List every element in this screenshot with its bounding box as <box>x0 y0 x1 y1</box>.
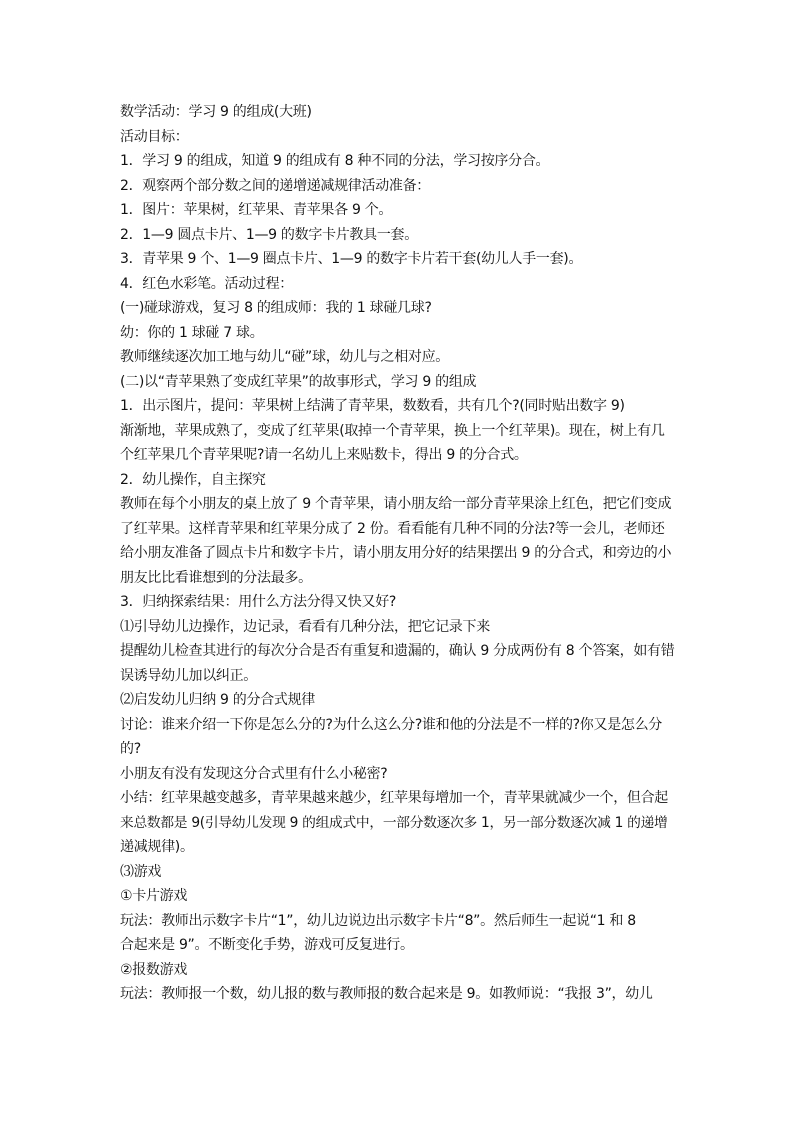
text-line: 的? <box>120 741 141 757</box>
text-line: 2．1—9 圆点卡片、1—9 的数字卡片教具一套。 <box>120 226 418 243</box>
text-line: 数学活动：学习 9 的组成(大班) <box>120 104 312 120</box>
text-line: 2．观察两个部分数之间的递增递减规律活动准备： <box>120 177 431 194</box>
text-line: 2．幼儿操作，自主探究 <box>120 471 266 488</box>
text-line: 教师在每个小朋友的桌上放了 9 个青苹果，请小朋友给一部分青苹果涂上红色，把它们变成 <box>120 496 672 512</box>
text-line: 1．出示图片，提问：苹果树上结满了青苹果，数数看，共有几个?(同时贴出数字 9) <box>120 398 625 414</box>
text-line: 递减规律)。 <box>120 839 194 855</box>
text-line: 了红苹果。这样青苹果和红苹果分成了 2 份。看看能有几种不同的分法?等一会儿，老师还 <box>120 520 665 537</box>
text-line: 3．青苹果 9 个、1—9 圈点卡片、1—9 的数字卡片若干套(幼儿人手一套)。 <box>120 251 583 267</box>
text-line: 给小朋友准备了圆点卡片和数字卡片，请小朋友用分好的结果摆出 9 的分合式，和旁边的小 <box>120 545 672 561</box>
text-line: 1．学习 9 的组成，知道 9 的组成有 8 种不同的分法，学习按序分合。 <box>120 153 550 169</box>
text-line: 讨论：谁来介绍一下你是怎么分的?为什么这么分?谁和他的分法是不一样的?你又是怎么分 <box>120 716 662 733</box>
text-line: 1．图片：苹果树，红苹果、青苹果各 9 个。 <box>120 202 393 218</box>
text-line: 个红苹果几个青苹果呢?请一名幼儿上来贴数卡，得出 9 的分合式。 <box>120 447 528 463</box>
text-line: ②报数游戏 <box>120 961 188 978</box>
text-line: ⑴引导幼儿边操作，边记录，看看有几种分法，把它记录下来 <box>120 618 490 635</box>
text-line: 渐渐地，苹果成熟了，变成了红苹果(取掉一个青苹果，换上一个红苹果)。现在，树上有几 <box>120 422 665 439</box>
text-line: 玩法：教师出示数字卡片“1”，幼儿边说边出示数字卡片“8”。然后师生一起说“1 和 8 <box>120 912 636 929</box>
text-line: 合起来是 9”。不断变化手势，游戏可反复进行。 <box>120 937 414 953</box>
text-line: 教师继续逐次加工地与幼儿“碰”球，幼儿与之相对应。 <box>120 349 450 365</box>
text-line: ⑶游戏 <box>120 863 162 880</box>
text-line: 小结：红苹果越变越多，青苹果越来越少，红苹果每增加一个，青苹果就减少一个，但合起 <box>120 790 668 806</box>
document-page <box>120 100 676 1007</box>
text-line: ①卡片游戏 <box>120 888 188 904</box>
text-line: 3．归纳探索结果：用什么方法分得又快又好? <box>120 594 397 610</box>
text-line: 玩法：教师报一个数，幼儿报的数与教师报的数合起来是 9。如教师说：“我报 3”，幼儿 <box>120 986 653 1002</box>
text-line: 活动目标： <box>120 128 189 145</box>
text-line: 误诱导幼儿加以纠正。 <box>120 667 257 684</box>
text-line: (二)以“青苹果熟了变成红苹果”的故事形式，学习 9 的组成 <box>120 373 477 390</box>
text-line: 4．红色水彩笔。活动过程： <box>120 275 294 292</box>
text-line: ⑵启发幼儿归纳 9 的分合式规律 <box>120 692 316 708</box>
text-line: (一)碰球游戏，复习 8 的组成师：我的 1 球碰几球? <box>120 300 432 316</box>
text-line: 提醒幼儿检查其进行的每次分合是否有重复和遗漏的，确认 9 分成两份有 8 个答案，如有错 <box>120 643 675 659</box>
text-line: 幼：你的 1 球碰 7 球。 <box>120 324 264 341</box>
text-line: 小朋友有没有发现这分合式里有什么小秘密? <box>120 765 388 782</box>
text-line: 朋友比比看谁想到的分法最多。 <box>120 569 312 586</box>
text-line: 来总数都是 9(引导幼儿发现 9 的组成式中，一部分数逐次多 1，另一部分数逐次减 1 的递增 <box>120 814 668 831</box>
